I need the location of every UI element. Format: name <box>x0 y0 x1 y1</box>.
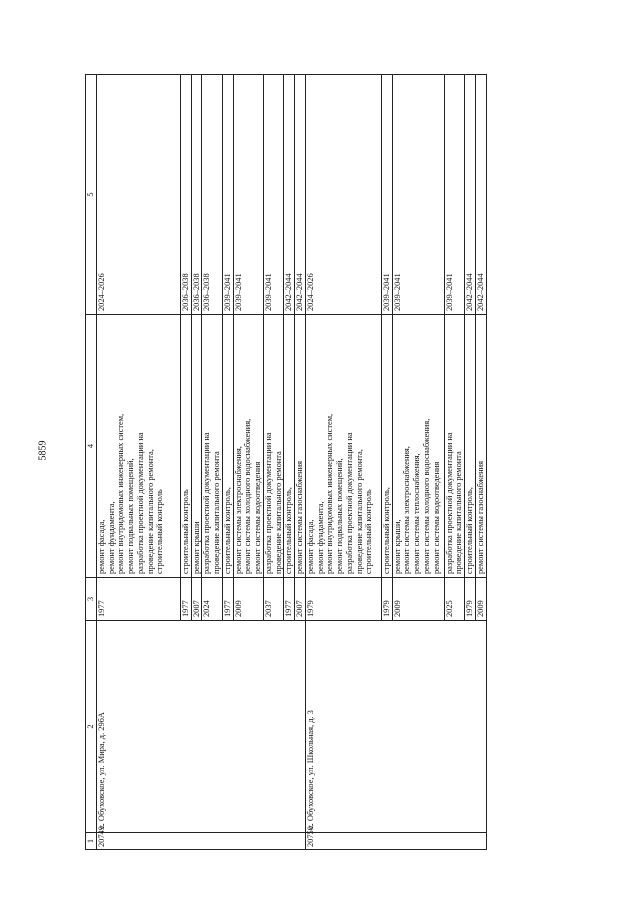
work-item: ремонт внутридомовых инженерных систем, <box>325 413 335 574</box>
commission-year: 2037 <box>263 578 284 621</box>
commission-year: 2009 <box>392 578 444 621</box>
works-cell <box>284 315 295 578</box>
work-item: ремонт крыши <box>191 521 201 574</box>
object-address: с. Обуховское, ул. Мира, д. 29бА <box>96 621 305 833</box>
repair-period: 2042–2044 <box>295 75 306 315</box>
work-item: ремонт системы электроснабжения, <box>402 446 412 574</box>
page-number: 5859 <box>37 440 49 461</box>
work-item: строительный контроль <box>155 489 165 574</box>
works-cell <box>180 315 191 578</box>
work-item: ремонт внутридомовых инженерных систем, <box>116 413 126 574</box>
col-header-4: 4 <box>86 315 97 578</box>
works-cell <box>295 315 306 578</box>
repair-period: 2024–2026 <box>305 75 381 315</box>
work-item: проведение капитального ремонта <box>454 451 464 574</box>
col-header-3: 3 <box>86 578 97 621</box>
work-item: строительный контроль <box>180 489 190 574</box>
commission-year: 1977 <box>96 578 180 621</box>
repair-period: 2039–2041 <box>222 75 233 315</box>
work-item: проведение капитального ремонта <box>273 451 283 574</box>
repair-period: 2042–2044 <box>475 75 486 315</box>
work-item: проведение капитального ремонта, <box>354 449 364 574</box>
col-header-1: 1 <box>86 833 97 850</box>
work-item: ремонт подвальных помещений, <box>126 458 135 574</box>
table-body <box>96 75 486 850</box>
work-item: ремонт системы газоснабжения <box>475 461 485 574</box>
work-item: разработка проектной документации на <box>202 432 212 574</box>
rotated-table-container <box>85 75 531 850</box>
works-cell <box>222 315 233 578</box>
works-cell <box>233 315 263 578</box>
works-cell <box>475 315 486 578</box>
repair-period: 2024–2026 <box>96 75 180 315</box>
repair-period: 2039–2041 <box>233 75 263 315</box>
table-row <box>96 75 180 850</box>
work-item: строительный контроль, <box>381 487 391 574</box>
work-item: проведение капитального ремонта <box>212 451 221 574</box>
repair-period: 2042–2044 <box>284 75 295 315</box>
table-row <box>305 75 381 850</box>
commission-year: 2009 <box>475 578 486 621</box>
work-item: ремонт системы водоотведения <box>431 461 441 574</box>
commission-year: 1977 <box>180 578 191 621</box>
repair-schedule-table <box>85 74 487 850</box>
object-address: с. Обуховское, ул. Школьная, д. 3 <box>305 621 486 833</box>
repair-period: 2042–2044 <box>465 75 476 315</box>
work-item: разработка проектной документации на <box>444 432 454 574</box>
repair-period: 2036–2038 <box>191 75 202 315</box>
commission-year: 1977 <box>222 578 233 621</box>
commission-year: 2025 <box>444 578 465 621</box>
commission-year: 1977 <box>284 578 295 621</box>
work-item: строительный контроль, <box>284 487 294 574</box>
works-cell <box>465 315 476 578</box>
works-cell <box>191 315 202 578</box>
work-item: ремонт фундамента, <box>315 501 325 574</box>
work-item: ремонт системы теплоснабжения, <box>412 453 421 574</box>
works-cell <box>305 315 381 578</box>
work-item: разработка проектной документации на <box>135 432 145 574</box>
work-item: ремонт системы газоснабжения <box>295 461 304 574</box>
repair-period: 2039–2041 <box>444 75 465 315</box>
work-item: строительный контроль <box>364 489 374 574</box>
works-cell <box>381 315 392 578</box>
repair-period: 2039–2041 <box>263 75 284 315</box>
object-number: 20749. <box>96 833 305 850</box>
work-item: ремонт системы водоотведения <box>253 461 262 574</box>
work-item: разработка проектной документации на <box>344 432 354 574</box>
work-item: ремонт системы холодного водоснабжения, <box>421 418 431 574</box>
works-cell <box>202 315 223 578</box>
commission-year: 2007 <box>191 578 202 621</box>
work-item: разработка проектной документации на <box>263 432 273 574</box>
works-cell <box>392 315 444 578</box>
work-item: проведение капитального ремонта, <box>145 449 155 574</box>
commission-year: 2024 <box>202 578 223 621</box>
work-item: ремонт системы электроснабжения, <box>233 446 243 574</box>
work-item: ремонт системы холодного водоснабжения, <box>243 418 253 574</box>
work-item: ремонт фундамента, <box>106 501 116 574</box>
work-item: строительный контроль, <box>465 487 474 574</box>
repair-period: 2036–2038 <box>180 75 191 315</box>
works-cell <box>263 315 284 578</box>
commission-year: 1979 <box>305 578 381 621</box>
col-header-2: 2 <box>86 621 97 833</box>
header-row <box>86 75 97 850</box>
object-number: 20750. <box>305 833 486 850</box>
work-item: ремонт фасада, <box>305 519 315 574</box>
work-item: ремонт крыши, <box>392 519 402 574</box>
commission-year: 1979 <box>465 578 476 621</box>
works-cell <box>96 315 180 578</box>
repair-period: 2036–2038 <box>202 75 223 315</box>
col-header-5: 5 <box>86 75 97 315</box>
commission-year: 2007 <box>295 578 306 621</box>
repair-period: 2039–2041 <box>381 75 392 315</box>
commission-year: 2009 <box>233 578 263 621</box>
commission-year: 1979 <box>381 578 392 621</box>
work-item: ремонт подвальных помещений, <box>335 458 344 574</box>
works-cell <box>444 315 465 578</box>
repair-period: 2039–2041 <box>392 75 444 315</box>
work-item: ремонт фасада, <box>96 519 106 574</box>
work-item: строительный контроль, <box>222 487 232 574</box>
